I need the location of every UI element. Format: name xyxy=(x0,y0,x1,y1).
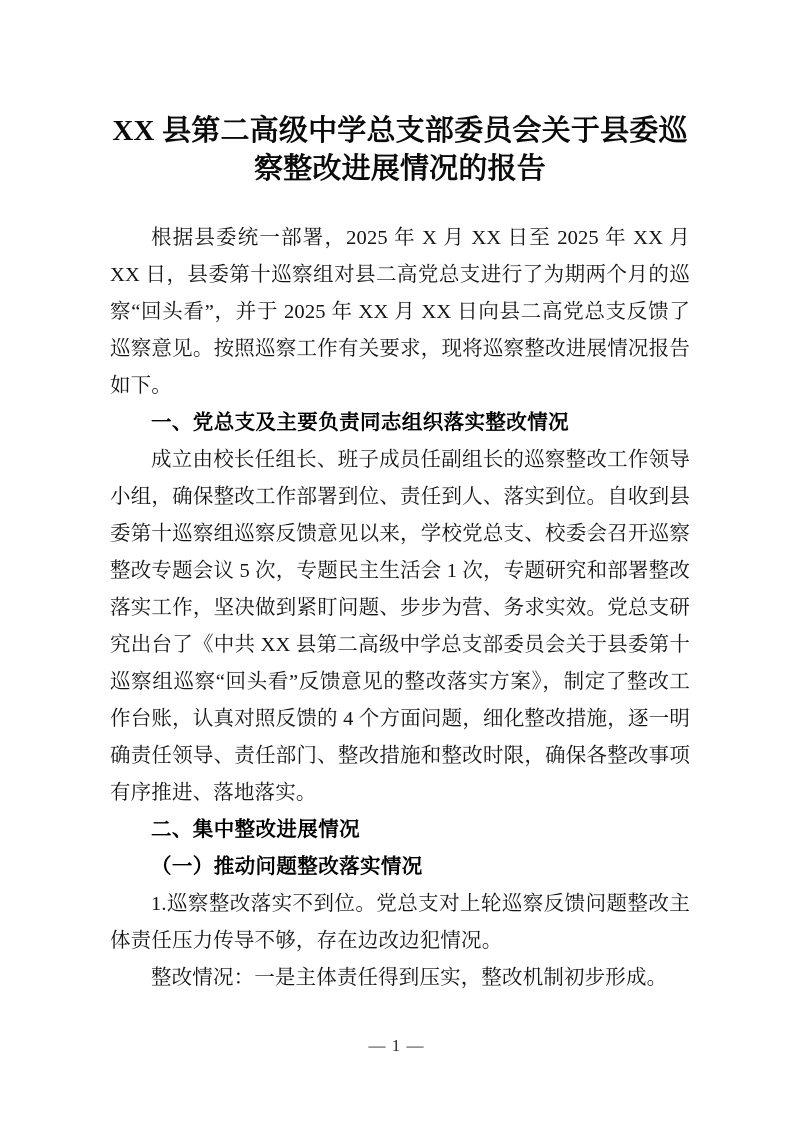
page-title: XX 县第二高级中学总支部委员会关于县委巡察整改进展情况的报告 xyxy=(112,115,688,185)
document-content xyxy=(110,0,690,997)
section-heading-1: 一、党总支及主要负责同志组织落实整改情况 xyxy=(151,412,569,434)
paragraph-item-1-response: 整改情况：一是主体责任得到压实，整改机制初步形成。 xyxy=(151,967,668,989)
document-body xyxy=(110,220,690,997)
paragraph-section-1-body: 成立由校长任组长、班子成员任副组长的巡察整改工作领导小组，确保整改工作部署到位、责任到人、落实到位。自收到县委第十巡察组巡察反馈意见以来，学校党总支、校委会召开巡察整改专题会议 5 次，专题民主生活会 1 次，专题研究和部署整改落实工作，坚决做到紧盯问题、步步为营、务求实效。党总支研究出台了《中共 XX 县第二高级中学总支部委员会关于县委第十巡察组巡察“回头看”反馈意见的整改落实方案》，制定了整改工作台账，认真对照反馈的 4 个方面问题，细化整改措施，逐一明确责任领导、责任部门、整改措施和整改时限，确保各整改事项有序推进、落地落实。 xyxy=(110,449,690,804)
subsection-heading-2-1: （一）推动问题整改落实情况 xyxy=(151,856,423,878)
paragraph-intro: 根据县委统一部署，2025 年 X 月 XX 日至 2025 年 XX 月 XX 日，县委第十巡察组对县二高党总支进行了为期两个月的巡察“回头看”，并于 2025 年 XX 月 XX 日向县二高党总支反馈了巡察意见。按照巡察工作有关要求，现将巡察整改进展情况报告如下。 xyxy=(110,227,690,397)
page-number-footer: — 1 — xyxy=(368,1036,425,1055)
section-heading-2: 二、集中整改进展情况 xyxy=(151,819,360,841)
paragraph-item-1: 1.巡察整改落实不到位。党总支对上轮巡察反馈问题整改主体责任压力传导不够，存在边改边犯情况。 xyxy=(110,893,690,952)
